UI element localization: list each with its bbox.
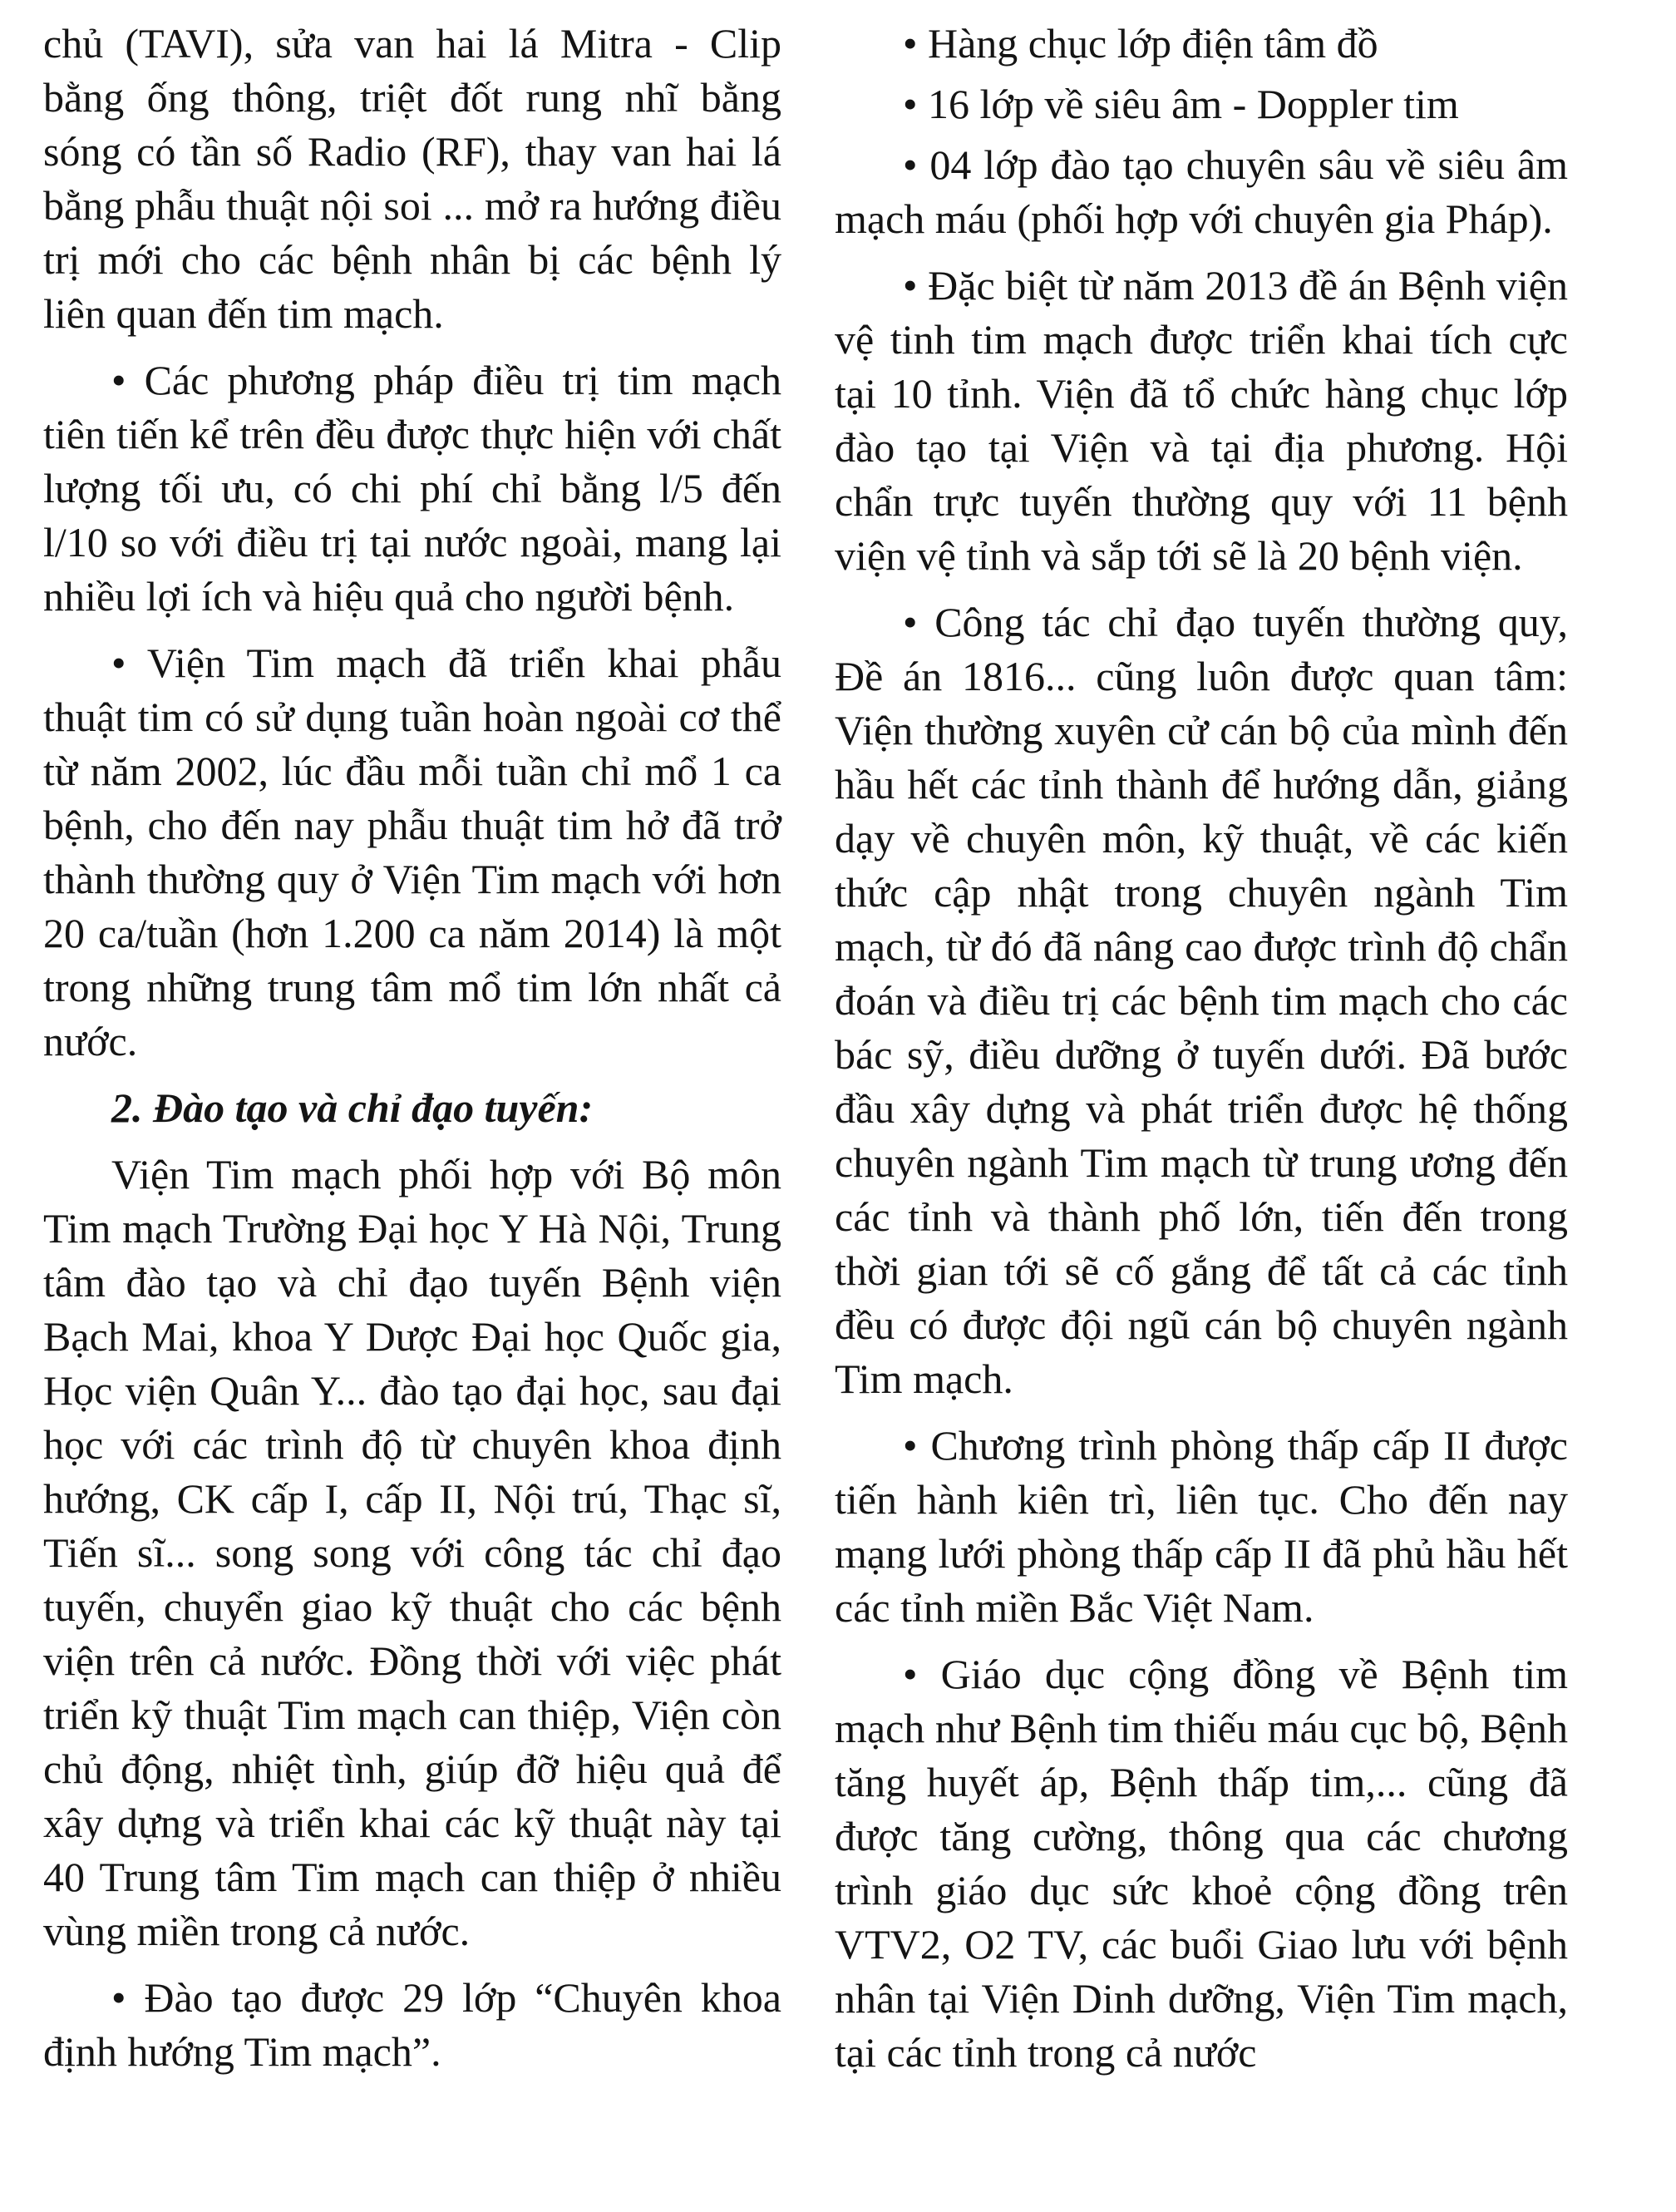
bullet-routine-direction: • Công tác chỉ đạo tuyến thường quy, Đề án 1816... cũng luôn được quan tâm: Viện thường xuyên cử cán bộ của mình đến hầu hết các tỉnh thành để hướng dẫn, giảng dạy về chuyên môn, kỹ thuật, về các kiến thức cập nhật trong chuyên ngành Tim mạch, từ đó đã nâng cao được trình độ chẩn đoán và điều trị các bệnh tim mạch cho các bác sỹ, điều dưỡng ở tuyến dưới. Đã bước đầu xây dựng và phát triển được hệ thống chuyên ngành Tim mạch từ trung ương đến các tỉnh và thành phố lớn, tiến đến trong thời gian tới sẽ cố gắng để tất cả các tỉnh đều có được đội ngũ cán bộ chuyên ngành Tim mạch. <box>835 599 1568 1402</box>
paragraph-open-heart-surgery: • Viện Tim mạch đã triển khai phẫu thuật tim có sử dụng tuần hoàn ngoài cơ thể từ năm 2002, lúc đầu mỗi tuần chỉ mổ 1 ca bệnh, cho đến nay phẫu thuật tim hở đã trở thành thường quy ở Viện Tim mạch với hơn 20 ca/tuần (hơn 1.200 ca năm 2014) là một trong những trung tâm mổ tim lớn nhất cả nước. <box>43 639 781 1064</box>
paragraph-continuation: chủ (TAVI), sửa van hai lá Mitra - Clip bằng ống thông, triệt đốt rung nhĩ bằng sóng có tần số Radio (RF), thay van hai lá bằng phẫu thuật nội soi ... mở ra hướng điều trị mới cho các bệnh nhân bị các bệnh lý liên quan đến tim mạch. <box>43 20 781 337</box>
bullet-community-education: • Giáo dục cộng đồng về Bệnh tim mạch như Bệnh tim thiếu máu cục bộ, Bệnh tăng huyết áp, Bệnh thấp tim,... cũng đã được tăng cường, thông qua các chương trình giáo dục sức khoẻ cộng đồng trên VTV2, O2 TV, các buổi Giao lưu với bệnh nhân tại Viện Dinh dưỡng, Viện Tim mạch, tại các tỉnh trong cả nước <box>835 1651 1568 2076</box>
left-column <box>43 17 781 2212</box>
bullet-ecg-classes: • Hàng chục lớp điện tâm đồ <box>903 20 1378 67</box>
right-column <box>835 17 1568 2212</box>
paragraph-training-cooperation: Viện Tim mạch phối hợp với Bộ môn Tim mạch Trường Đại học Y Hà Nội, Trung tâm đào tạo và chỉ đạo tuyến Bệnh viện Bạch Mai, khoa Y Dược Đại học Quốc gia, Học viện Quân Y... đào tạo đại học, sau đại học với các trình độ từ chuyên khoa định hướng, CK cấp I, cấp II, Nội trú, Thạc sĩ, Tiến sĩ... song song với công tác chỉ đạo tuyến, chuyển giao kỹ thuật cho các bệnh viện trên cả nước. Đồng thời với việc phát triển kỹ thuật Tim mạch can thiệp, Viện còn chủ động, nhiệt tình, giúp đỡ hiệu quả để xây dựng và triển khai các kỹ thuật này tại 40 Trung tâm Tim mạch can thiệp ở nhiều vùng miền trong cả nước. <box>43 1151 781 1954</box>
bullet-rheumatic-prevention: • Chương trình phòng thấp cấp II được tiến hành kiên trì, liên tục. Cho đến nay mạng lưới phòng thấp cấp II đã phủ hầu hết các tỉnh miền Bắc Việt Nam. <box>835 1422 1568 1631</box>
bullet-ultrasound-classes: • 16 lớp về siêu âm - Doppler tim <box>903 81 1459 127</box>
section-heading-training: 2. Đào tạo và chỉ đạo tuyến: <box>111 1084 594 1131</box>
bullet-satellite-hospitals: • Đặc biệt từ năm 2013 đề án Bệnh viện vệ tinh tim mạch được triển khai tích cực tại 10 tỉnh. Viện đã tổ chức hàng chục lớp đào tạo tại Viện và tại địa phương. Hội chẩn trực tuyến thường quy với 11 bệnh viện vệ tỉnh và sắp tới sẽ là 20 bệnh viện. <box>835 262 1568 579</box>
paragraph-advanced-methods: • Các phương pháp điều trị tim mạch tiên tiến kể trên đều được thực hiện với chất lượng tối ưu, có chi phí chỉ bằng l/5 đến l/10 so với điều trị tại nước ngoài, mang lại nhiều lợi ích và hiệu quả cho người bệnh. <box>43 357 781 620</box>
paragraph-training-classes: • Đào tạo được 29 lớp “Chuyên khoa định hướng Tim mạch”. <box>43 1974 781 2075</box>
bullet-vascular-ultrasound: • 04 lớp đào tạo chuyên sâu về siêu âm mạch máu (phối hợp với chuyên gia Pháp). <box>835 141 1568 242</box>
